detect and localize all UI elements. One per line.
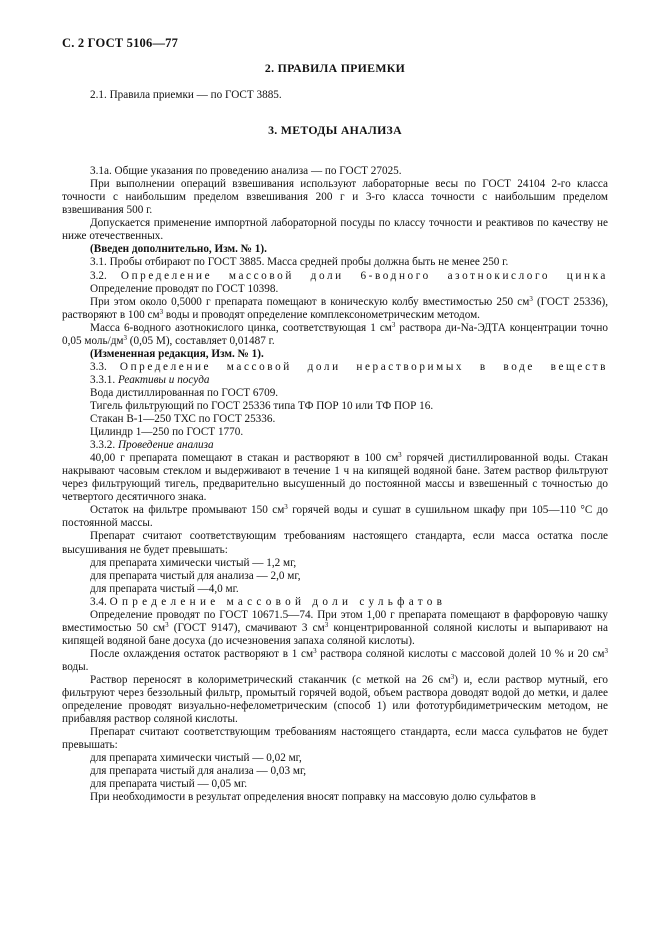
- limit-pure: для препарата чистый —4,0 мг.: [90, 582, 239, 595]
- heading-3-2-text: Определение массовой доли 6-водного азотнокислого цинка: [120, 269, 608, 282]
- para-2-1: 2.1. Правила приемки — по ГОСТ 3885.: [90, 89, 282, 102]
- para-3-1a: 3.1а. Общие указания по проведению анализа — по ГОСТ 27025.: [90, 165, 402, 178]
- limit-sulfate-chem-pure: для препарата химически чистый — 0,02 мг,: [90, 752, 302, 765]
- page-header: С. 2 ГОСТ 5106—77: [62, 36, 179, 50]
- para-last: При необходимости в результат определения вносят поправку на массовую долю сульфатов в: [90, 791, 536, 804]
- para-zinc-mass: Масса 6-водного азотнокислого цинка, соответствующая 1 $см^3$ раствора ди-Na-ЭДТА концентрации точно 0,05 моль/$дм^3$ (0,05 М), составляет 0,01487 г.: [62, 320, 608, 347]
- reagent-beaker: Стакан В-1—250 ТХС по ГОСТ 25336.: [90, 413, 276, 426]
- para-import: Допускается применение импортной лабораторной посуды по классу точности и реактивов по качеству не ниже отечественных.: [62, 217, 608, 243]
- heading-3-4: 3.4. Определение массовой доли сульфатов: [90, 595, 447, 608]
- note-revised: (Измененная редакция, Изм. № 1).: [90, 347, 264, 360]
- reagent-crucible: Тигель фильтрующий по ГОСТ 25336 типа ТФ ПОР 10 или ТФ ПОР 16.: [90, 399, 434, 412]
- heading-3-3-number: 3.3.: [90, 360, 107, 373]
- document-body: [62, 62, 608, 804]
- limit-chem-pure: для препарата химически чистый — 1,2 мг,: [90, 556, 297, 569]
- para-weighing: При выполнении операций взвешивания используют лабораторные весы по ГОСТ 24104 2-го класса точности с наибольшим пределом взвешивания 200 г и 3-го класса точности с наибольшим пределом взвешивания 500 г.: [62, 178, 608, 217]
- para-analysis-2: Остаток на фильтре промывают 150 $см^3$ горячей воды и сушат в сушильном шкафу при 105—110 °С до постоянной массы.: [62, 503, 608, 530]
- para-3-2-method: Определение проводят по ГОСТ 10398.: [90, 282, 279, 295]
- heading-3-3: [62, 361, 608, 374]
- section-2-title: 2. ПРАВИЛА ПРИЕМКИ: [264, 61, 406, 75]
- para-sulfate-3: Раствор переносят в колориметрический стаканчик (с меткой на 26 $см^3$) и, если раствор мутный, его фильтруют через беззольный фильтр, промытый горячей водой, объем раствора доводят водой до метки, и далее определение проводят визуально-нефелометрическим (способ 1) или фототурбидиметрическим методом, не прибавляя раствор соляной кислоты.: [62, 672, 608, 726]
- heading-3-3-text: Определение массовой доли нерастворимых в воде веществ: [119, 360, 609, 373]
- limit-analysis-pure: для препарата чистый для анализа — 2,0 мг,: [90, 569, 301, 582]
- note-introduced: (Введен дополнительно, Изм. № 1).: [90, 243, 267, 256]
- heading-3-3-2: 3.3.2. Проведение анализа: [90, 439, 214, 452]
- reagent-water: Вода дистиллированная по ГОСТ 6709.: [90, 386, 279, 399]
- heading-3-2-number: 3.2.: [90, 269, 107, 282]
- para-3-2-procedure: При этом около 0,5000 г препарата помещают в коническую колбу вместимостью 250 $см^3$ (ГОСТ 25336), растворяют в 100 $см^3$ воды и проводят определение комплексонометрическим методом.: [62, 294, 608, 321]
- para-analysis-3: Препарат считают соответствующим требованиям настоящего стандарта, если масса остатка после высушивания не будет превышать:: [62, 530, 608, 556]
- limit-sulfate-analysis-pure: для препарата чистый для анализа — 0,03 мг,: [90, 765, 307, 778]
- section-3-title: 3. МЕТОДЫ АНАЛИЗА: [268, 123, 402, 138]
- heading-3-3-1: 3.3.1. Реактивы и посуда: [90, 373, 210, 386]
- para-sulfate-2: После охлаждения остаток растворяют в 1 $см^3$ раствора соляной кислоты с массовой долей 10 % и 20 $см^3$ воды.: [62, 646, 609, 673]
- para-analysis-1: 40,00 г препарата помещают в стакан и растворяют в 100 $см^3$ горячей дистиллированной воды. Стакан накрывают часовым стеклом и выдерживают в течение 1 ч на кипящей водяной бане. Затем раствор фильтруют через фильтрующий тигель, предварительно высушенный до постоянной массы и взвешенный с точностью до четвертого десятичного знака.: [62, 451, 608, 504]
- para-3-1: 3.1. Пробы отбирают по ГОСТ 3885. Масса средней пробы должна быть не менее 250 г.: [90, 256, 509, 269]
- reagent-cylinder: Цилиндр 1—250 по ГОСТ 1770.: [90, 426, 244, 439]
- para-sulfate-4: Препарат считают соответствующим требованиям настоящего стандарта, если масса сульфатов не будет превышать:: [62, 726, 608, 752]
- limit-sulfate-pure: для препарата чистый — 0,05 мг.: [90, 778, 248, 791]
- para-sulfate-1: Определение проводят по ГОСТ 10671.5—74. При этом 1,00 г препарата помещают в фарфоровую чашку вместимостью 50 $см^3$ (ГОСТ 9147), смачивают 3 $см^3$ концентрированной соляной кислоты и выпаривают на кипящей водяной бане досуха (до исчезновения запаха соляной кислоты).: [62, 608, 609, 647]
- heading-3-2: [62, 270, 608, 283]
